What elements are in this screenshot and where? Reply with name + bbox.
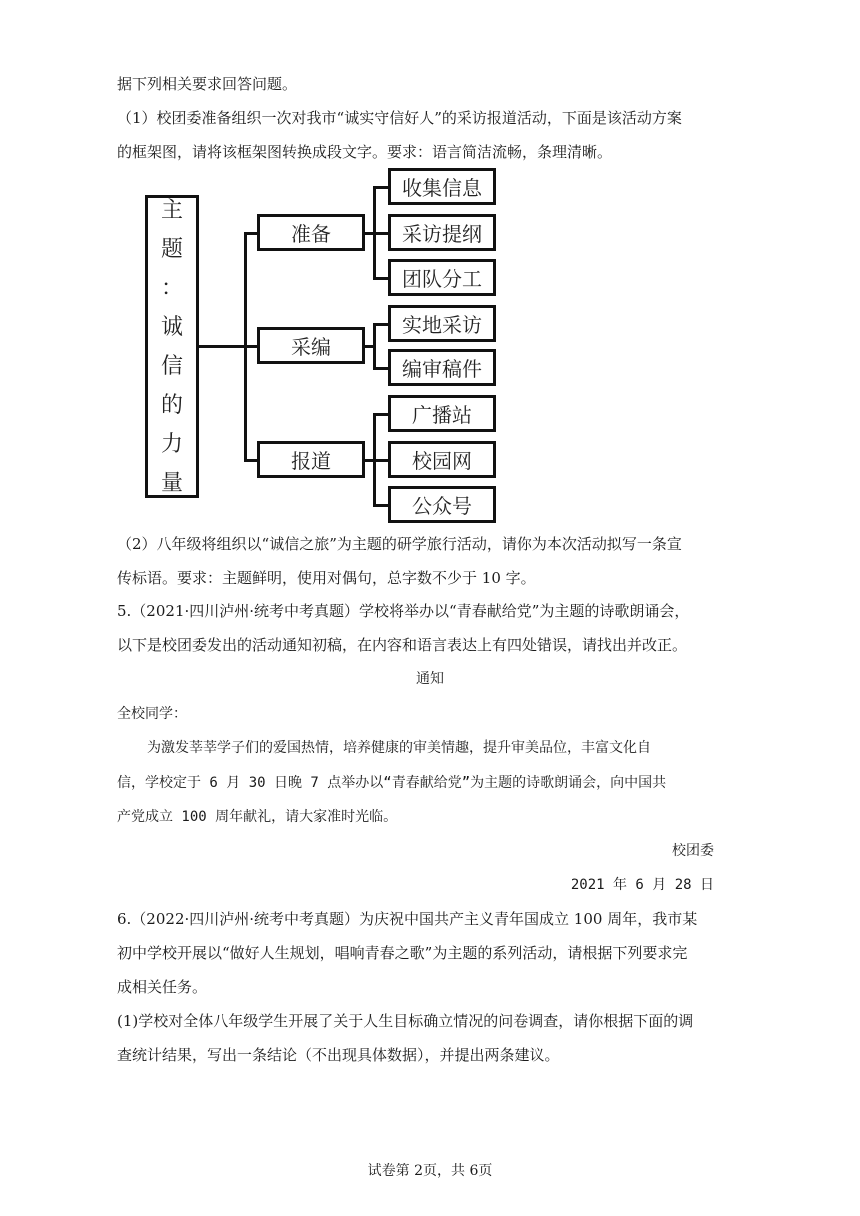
question-2-line-1: （2）八年级将组织以“诚信之旅”为主题的研学旅行活动，请你为本次活动拟写一条宣 <box>117 535 682 553</box>
question-6-line-3: 成相关任务。 <box>117 978 208 996</box>
notice-body-line-1: 为激发莘莘学子们的爱国热情，培养健康的审美情趣，提升审美品位，丰富文化自 <box>147 740 651 756</box>
leaf-box: 广播站 <box>388 395 496 432</box>
theme-char: 题 <box>160 236 183 262</box>
leaf-box: 实地采访 <box>388 305 496 342</box>
connector <box>244 232 258 235</box>
notice-date: 2021 年 6 月 28 日 <box>570 877 714 893</box>
connector <box>373 232 389 235</box>
question-6-line-2: 初中学校开展以“做好人生规划，唱响青春之歌”为主题的系列活动，请根据下列要求完 <box>117 944 688 962</box>
connector <box>373 367 389 370</box>
intro-line-1: 据下列相关要求回答问题。 <box>117 75 298 93</box>
branch-edit-box: 采编 <box>257 327 365 364</box>
connector <box>199 345 246 348</box>
question-5-line-2: 以下是校团委发出的活动通知初稿，在内容和语言表达上有四处错误，请找出并改正。 <box>117 636 688 654</box>
leaf-box: 采访提纲 <box>388 214 496 251</box>
question-6-sub-1-line-2: 查统计结果，写出一条结论（不出现具体数据），并提出两条建议。 <box>117 1046 560 1064</box>
question-2-line-2: 传标语。要求：主题鲜明，使用对偶句，总字数不少于 10 字。 <box>117 569 536 587</box>
question-1-line-2: 的框架图，请将该框架图转换成段文字。要求：语言简洁流畅，条理清晰。 <box>117 143 613 161</box>
notice-body-line-3: 产党成立 100 周年献礼，请大家准时光临。 <box>117 809 398 825</box>
connector <box>373 459 389 462</box>
connector <box>373 504 389 507</box>
theme-char: ： <box>160 275 183 301</box>
branch-report-box: 报道 <box>257 441 365 478</box>
theme-char: 量 <box>160 470 183 496</box>
leaf-box: 校园网 <box>388 441 496 478</box>
theme-char: 诚 <box>160 314 183 340</box>
leaf-box: 团队分工 <box>388 259 496 296</box>
leaf-box: 收集信息 <box>388 168 496 205</box>
notice-salutation: 全校同学： <box>117 706 187 722</box>
theme-char: 主 <box>160 197 183 223</box>
theme-box <box>145 195 199 498</box>
theme-char: 力 <box>160 431 183 457</box>
connector <box>373 186 389 189</box>
connector <box>373 277 389 280</box>
notice-body-line-2: 信，学校定于 6 月 30 日晚 7 点举办以“青春献给党”为主题的诗歌朗诵会，向中国共 <box>117 775 667 791</box>
page-footer: 试卷第 2页，共 6页 <box>367 1163 493 1179</box>
notice-signer: 校团委 <box>672 843 714 859</box>
branch-prep-box: 准备 <box>257 214 365 251</box>
leaf-box: 公众号 <box>388 486 496 523</box>
question-6-line-1: 6.（2022·四川泸州·统考中考真题）为庆祝中国共产主义青年国成立 100 周年，我市某 <box>117 910 698 928</box>
theme-char: 的 <box>160 392 183 418</box>
connector <box>373 323 389 326</box>
theme-char: 信 <box>160 353 183 379</box>
question-6-sub-1-line-1: (1)学校对全体八年级学生开展了关于人生目标确立情况的问卷调查，请你根据下面的调 <box>117 1012 694 1030</box>
leaf-box: 编审稿件 <box>388 349 496 386</box>
connector <box>373 413 389 416</box>
connector <box>244 345 258 348</box>
notice-title: 通知 <box>416 671 444 687</box>
question-5-line-1: 5.（2021·四川泸州·统考中考真题）学校将举办以“青春献给党”为主题的诗歌朗诵会， <box>117 602 690 620</box>
question-1-line-1: （1）校团委准备组织一次对我市“诚实守信好人”的采访报道活动，下面是该活动方案 <box>117 109 682 127</box>
connector <box>373 323 376 369</box>
connector <box>244 459 258 462</box>
